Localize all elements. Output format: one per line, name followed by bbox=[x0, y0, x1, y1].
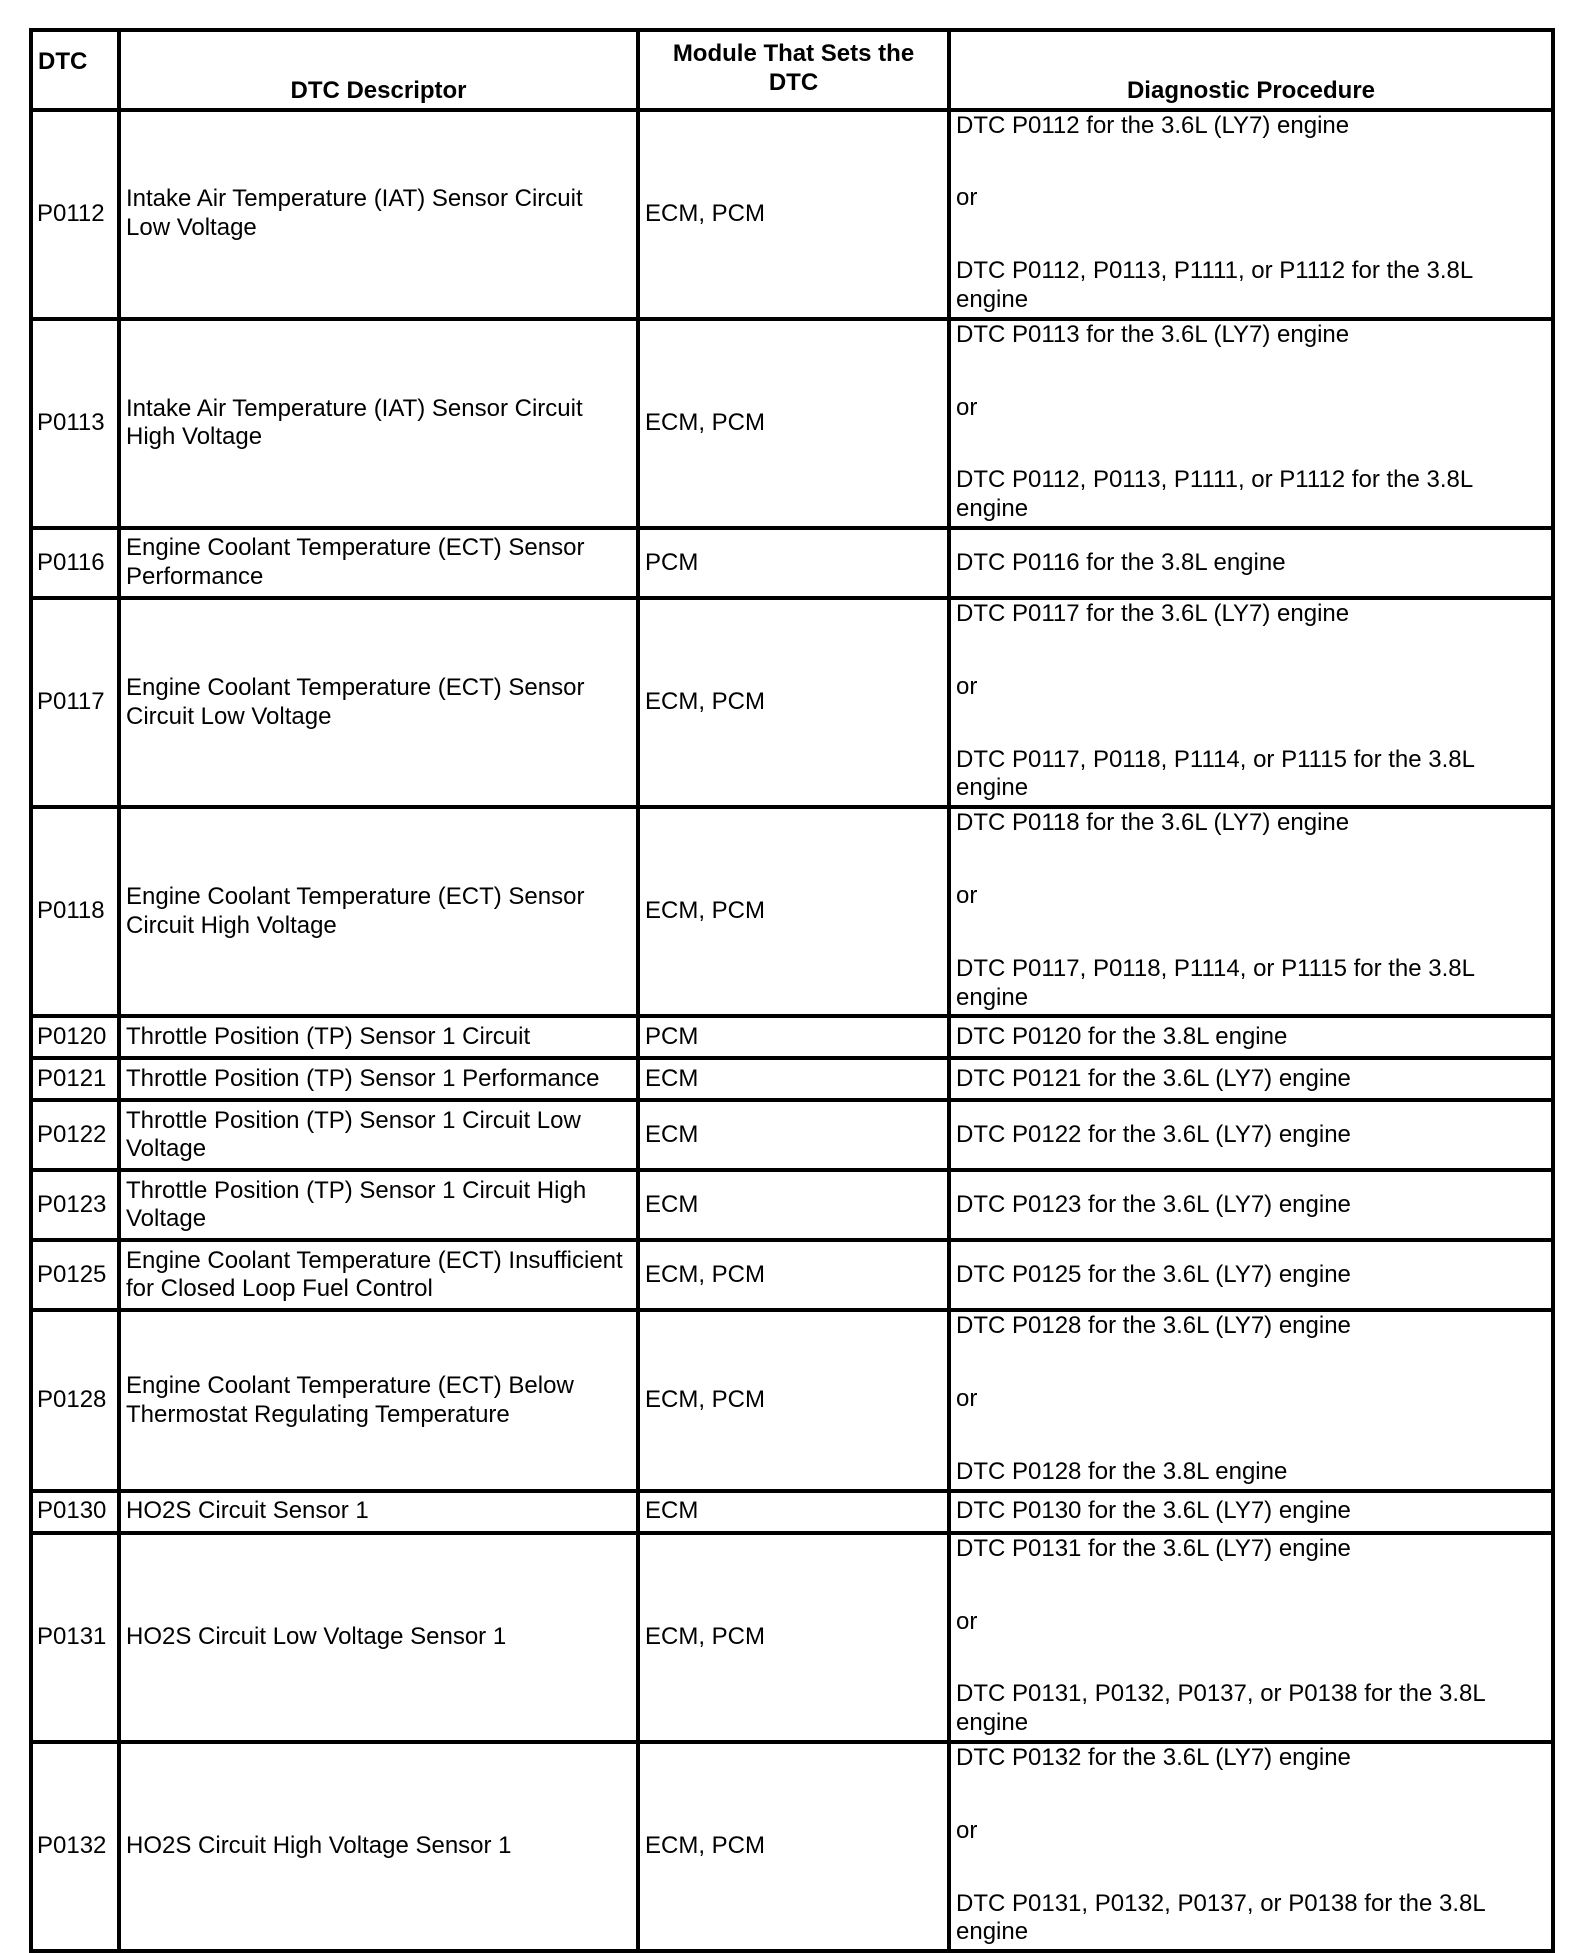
dtc-descriptor: Intake Air Temperature (IAT) Sensor Circuit High Voltage bbox=[119, 319, 638, 528]
module-cell: ECM bbox=[638, 1058, 949, 1100]
module-cell: ECM, PCM bbox=[638, 1533, 949, 1742]
procedure-cell bbox=[949, 1310, 1553, 1490]
procedure-cell bbox=[949, 598, 1553, 807]
table-row bbox=[31, 110, 1553, 319]
procedure-line: DTC P0112 for the 3.6L (LY7) engine bbox=[956, 111, 1350, 139]
procedure-line: DTC P0118 for the 3.6L (LY7) engine bbox=[956, 809, 1350, 837]
module-cell: ECM, PCM bbox=[638, 1240, 949, 1310]
procedure-line: DTC P0128 for the 3.6L (LY7) engine bbox=[956, 1312, 1351, 1340]
procedure-line: DTC P0131 for the 3.6L (LY7) engine bbox=[956, 1534, 1351, 1562]
module-cell: PCM bbox=[638, 1016, 949, 1058]
module-cell: ECM, PCM bbox=[638, 1742, 949, 1951]
procedure-cell: DTC P0116 for the 3.8L engine bbox=[949, 528, 1553, 598]
procedure-or: or bbox=[956, 881, 978, 909]
procedure-cell: DTC P0130 for the 3.6L (LY7) engine bbox=[949, 1491, 1553, 1533]
header-dtc: DTC bbox=[31, 30, 119, 110]
dtc-code: P0131 bbox=[31, 1533, 119, 1742]
procedure-cell bbox=[949, 807, 1553, 1016]
procedure-or: or bbox=[956, 1607, 978, 1635]
procedure-line: DTC P0117 for the 3.6L (LY7) engine bbox=[956, 599, 1350, 627]
module-cell: ECM bbox=[638, 1100, 949, 1170]
dtc-code: P0112 bbox=[31, 110, 119, 319]
procedure-cell: DTC P0120 for the 3.8L engine bbox=[949, 1016, 1553, 1058]
table-row bbox=[31, 528, 1553, 598]
procedure-line: DTC P0117, P0118, P1114, or P1115 for the 3.8L engine bbox=[956, 954, 1475, 1011]
dtc-descriptor: Engine Coolant Temperature (ECT) Sensor Performance bbox=[119, 528, 638, 598]
procedure-or: or bbox=[956, 1816, 978, 1844]
dtc-descriptor: HO2S Circuit High Voltage Sensor 1 bbox=[119, 1742, 638, 1951]
dtc-code: P0118 bbox=[31, 807, 119, 1016]
table-row bbox=[31, 1533, 1553, 1742]
procedure-or: or bbox=[956, 184, 978, 212]
table-row bbox=[31, 1170, 1553, 1240]
dtc-code: P0120 bbox=[31, 1016, 119, 1058]
procedure-line: DTC P0117, P0118, P1114, or P1115 for the 3.8L engine bbox=[956, 745, 1475, 802]
procedure-or: or bbox=[956, 1385, 978, 1413]
header-module: Module That Sets the DTC bbox=[638, 30, 949, 110]
dtc-descriptor: Engine Coolant Temperature (ECT) Below Thermostat Regulating Temperature bbox=[119, 1310, 638, 1490]
dtc-code: P0121 bbox=[31, 1058, 119, 1100]
dtc-code: P0122 bbox=[31, 1100, 119, 1170]
module-cell: ECM bbox=[638, 1170, 949, 1240]
table-row bbox=[31, 1240, 1553, 1310]
procedure-cell bbox=[949, 1742, 1553, 1951]
dtc-descriptor: Throttle Position (TP) Sensor 1 Circuit Low Voltage bbox=[119, 1100, 638, 1170]
dtc-code: P0116 bbox=[31, 528, 119, 598]
procedure-cell bbox=[949, 319, 1553, 528]
procedure-line: DTC P0112, P0113, P1111, or P1112 for the 3.8L engine bbox=[956, 466, 1473, 523]
procedure-line: DTC P0131, P0132, P0137, or P0138 for the 3.8L engine bbox=[956, 1889, 1485, 1946]
procedure-or: or bbox=[956, 393, 978, 421]
dtc-descriptor: Throttle Position (TP) Sensor 1 Circuit High Voltage bbox=[119, 1170, 638, 1240]
procedure-line: DTC P0131, P0132, P0137, or P0138 for the 3.8L engine bbox=[956, 1680, 1485, 1737]
dtc-descriptor: Engine Coolant Temperature (ECT) Sensor Circuit High Voltage bbox=[119, 807, 638, 1016]
module-cell: ECM, PCM bbox=[638, 598, 949, 807]
header-procedure: Diagnostic Procedure bbox=[949, 30, 1553, 110]
table-row bbox=[31, 1016, 1553, 1058]
module-cell: PCM bbox=[638, 528, 949, 598]
dtc-code: P0123 bbox=[31, 1170, 119, 1240]
procedure-cell: DTC P0125 for the 3.6L (LY7) engine bbox=[949, 1240, 1553, 1310]
table-row bbox=[31, 598, 1553, 807]
dtc-code: P0130 bbox=[31, 1491, 119, 1533]
procedure-cell bbox=[949, 1533, 1553, 1742]
procedure-or: or bbox=[956, 672, 978, 700]
dtc-code: P0117 bbox=[31, 598, 119, 807]
dtc-descriptor: HO2S Circuit Sensor 1 bbox=[119, 1491, 638, 1533]
procedure-line: DTC P0113 for the 3.6L (LY7) engine bbox=[956, 320, 1350, 348]
table-row bbox=[31, 1742, 1553, 1951]
dtc-descriptor: Engine Coolant Temperature (ECT) Insufficient for Closed Loop Fuel Control bbox=[119, 1240, 638, 1310]
dtc-descriptor: Engine Coolant Temperature (ECT) Sensor Circuit Low Voltage bbox=[119, 598, 638, 807]
module-cell: ECM bbox=[638, 1491, 949, 1533]
table-row bbox=[31, 1100, 1553, 1170]
module-cell: ECM, PCM bbox=[638, 1310, 949, 1490]
procedure-line: DTC P0128 for the 3.8L engine bbox=[956, 1457, 1288, 1485]
procedure-cell: DTC P0122 for the 3.6L (LY7) engine bbox=[949, 1100, 1553, 1170]
module-cell: ECM, PCM bbox=[638, 110, 949, 319]
dtc-table bbox=[29, 28, 1555, 1953]
header-descriptor: DTC Descriptor bbox=[119, 30, 638, 110]
table-row bbox=[31, 1058, 1553, 1100]
table-row bbox=[31, 1491, 1553, 1533]
table-row bbox=[31, 807, 1553, 1016]
procedure-cell: DTC P0121 for the 3.6L (LY7) engine bbox=[949, 1058, 1553, 1100]
dtc-code: P0128 bbox=[31, 1310, 119, 1490]
procedure-line: DTC P0112, P0113, P1111, or P1112 for the 3.8L engine bbox=[956, 257, 1473, 313]
dtc-descriptor: HO2S Circuit Low Voltage Sensor 1 bbox=[119, 1533, 638, 1742]
header-row bbox=[31, 30, 1553, 110]
dtc-descriptor: Throttle Position (TP) Sensor 1 Circuit bbox=[119, 1016, 638, 1058]
procedure-cell bbox=[949, 110, 1553, 319]
procedure-cell: DTC P0123 for the 3.6L (LY7) engine bbox=[949, 1170, 1553, 1240]
dtc-descriptor: Throttle Position (TP) Sensor 1 Performance bbox=[119, 1058, 638, 1100]
table-row bbox=[31, 319, 1553, 528]
module-cell: ECM, PCM bbox=[638, 807, 949, 1016]
dtc-descriptor: Intake Air Temperature (IAT) Sensor Circuit Low Voltage bbox=[119, 110, 638, 319]
module-cell: ECM, PCM bbox=[638, 319, 949, 528]
dtc-code: P0132 bbox=[31, 1742, 119, 1951]
dtc-code: P0125 bbox=[31, 1240, 119, 1310]
dtc-code: P0113 bbox=[31, 319, 119, 528]
table-row bbox=[31, 1310, 1553, 1490]
procedure-line: DTC P0132 for the 3.6L (LY7) engine bbox=[956, 1743, 1351, 1771]
